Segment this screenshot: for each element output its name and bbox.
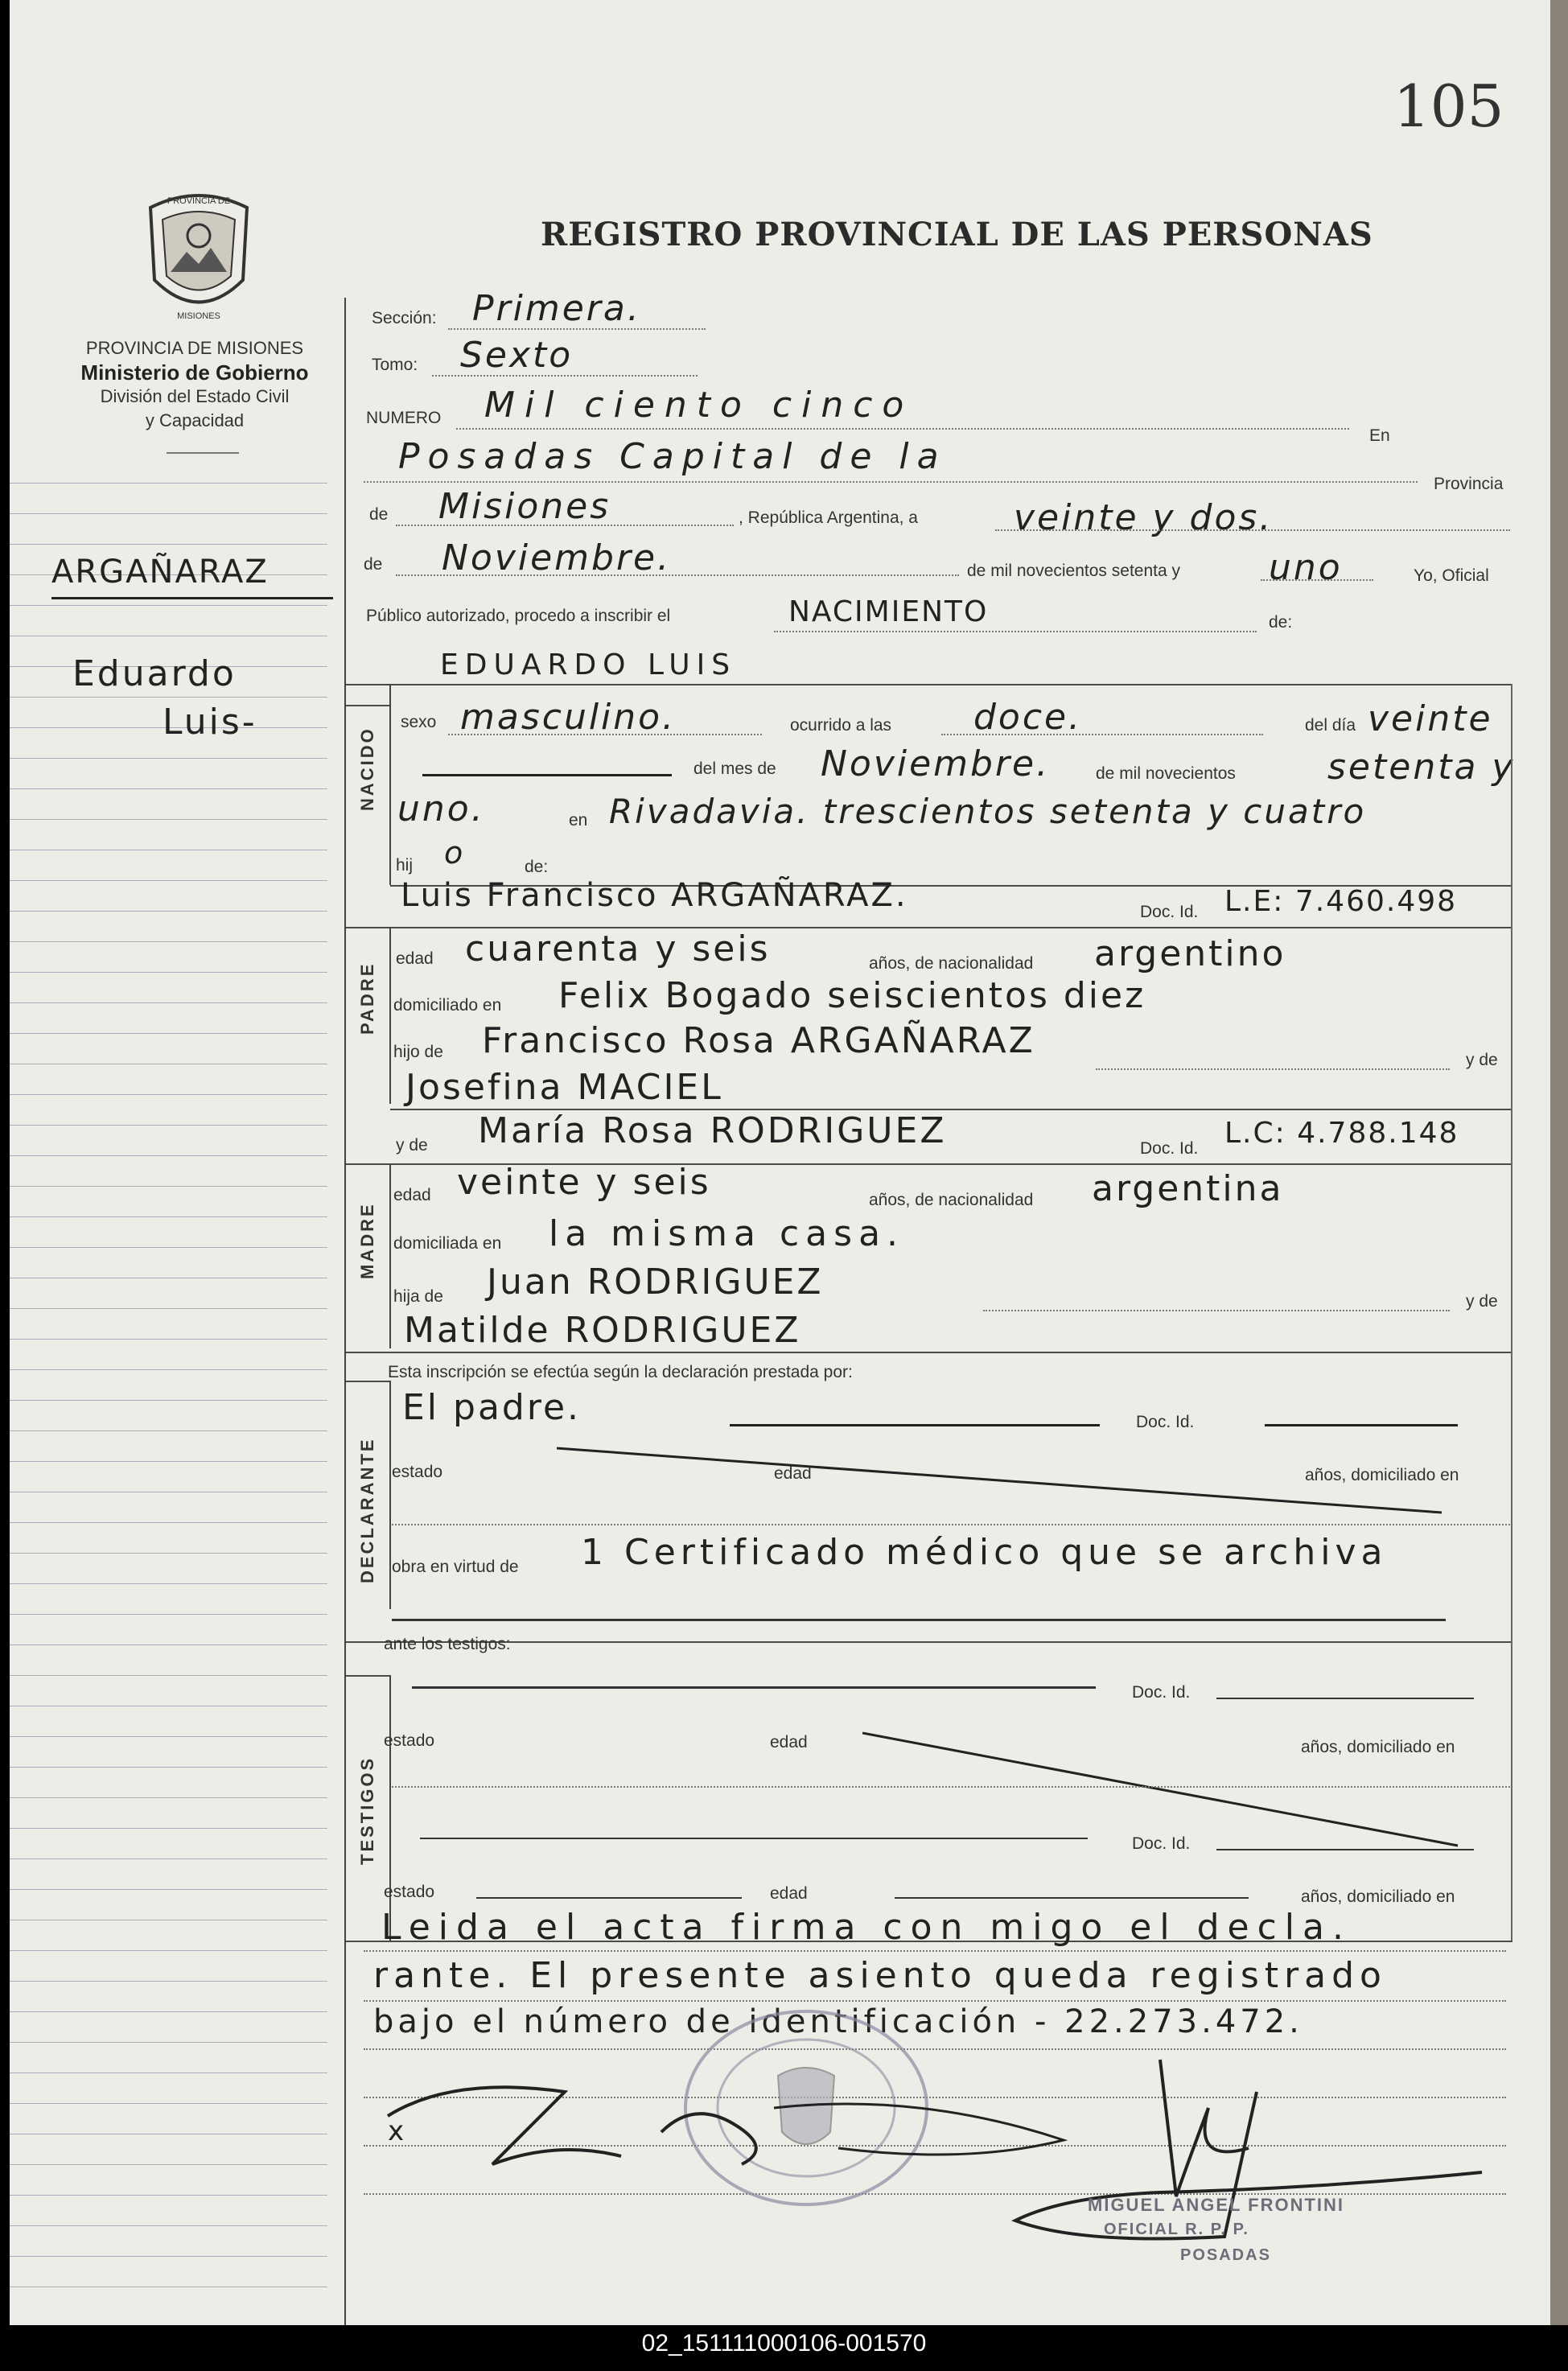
- side-label-nacido: NACIDO: [357, 727, 377, 811]
- agency-line1: PROVINCIA DE MISIONES: [85, 338, 304, 358]
- label-declarante-edad: edad: [774, 1464, 812, 1483]
- padre-hijo-de-2: Josefina MACIEL: [405, 1067, 723, 1108]
- agency-line4: y Capacidad: [145, 410, 245, 430]
- margin-rule-line: [10, 1002, 327, 1003]
- agency-line2: Ministerio de Gobierno: [80, 360, 309, 385]
- value-acto: NACIMIENTO: [788, 595, 989, 628]
- margin-rule-line: [10, 605, 327, 606]
- margin-rule-line: [10, 1614, 327, 1615]
- margin-rule-line: [10, 1828, 327, 1829]
- label-inscripcion: Esta inscripción se efectúa según la declaración prestada por:: [388, 1363, 853, 1381]
- madre-nombre: María Rosa RODRIGUEZ: [478, 1110, 947, 1151]
- margin-rule-line: [10, 1125, 327, 1126]
- label-padre-anos: años, de nacionalidad: [869, 954, 1034, 973]
- margin-rule-line: [10, 788, 327, 789]
- margin-rule-line: [10, 972, 327, 973]
- madre-domicilio: la misma casa.: [549, 1213, 905, 1254]
- seal-top-text: PROVINCIA DE: [167, 196, 231, 206]
- label-padre-edad: edad: [396, 949, 434, 968]
- label-padre-doc: Doc. Id.: [1140, 903, 1199, 921]
- side-label-testigos: TESTIGOS: [357, 1756, 377, 1865]
- value-provincia: Misiones: [438, 486, 611, 527]
- document-page: [10, 0, 1550, 2325]
- margin-rule-line: [10, 941, 327, 942]
- label-de-mil-nov: de mil novecientos: [1096, 764, 1236, 783]
- agency-line3: División del Estado Civil: [100, 386, 290, 406]
- label-madre-domicilio: domiciliada en: [393, 1234, 502, 1253]
- margin-rule-line: [10, 1522, 327, 1523]
- label-republica: , República Argentina, a: [739, 508, 918, 527]
- label-declarante-estado: estado: [392, 1463, 443, 1481]
- label-testigo2-anos: años, domiciliado en: [1301, 1887, 1455, 1906]
- label-madre-y-de-2: y de: [1466, 1292, 1498, 1311]
- label-padre-domicilio: domiciliado en: [393, 996, 502, 1015]
- margin-rule-line: [10, 2011, 327, 2012]
- padre-edad: cuarenta y seis: [465, 928, 771, 969]
- page-number: 105: [1393, 72, 1504, 140]
- margin-rule-line: [10, 1981, 327, 1982]
- margin-rule-line: [10, 1675, 327, 1676]
- nacido-anio-a: setenta y: [1327, 747, 1516, 788]
- margin-surname: ARGAÑARAZ: [51, 554, 269, 591]
- declarante-strike: [557, 1445, 1458, 1517]
- label-en: En: [1369, 426, 1390, 445]
- margin-rule-line: [10, 1339, 327, 1340]
- margin-rule-line: [10, 483, 327, 484]
- nacido-hij-suffix: o: [444, 835, 466, 871]
- nacido-anio-b: uno.: [397, 788, 485, 829]
- cierre-linea-3: bajo el número de identificación - 22.273.472.: [373, 2003, 1303, 2040]
- label-madre-hija: hija de: [393, 1287, 443, 1306]
- label-testigo2-doc: Doc. Id.: [1132, 1834, 1191, 1853]
- label-padre-y-de: y de: [1466, 1051, 1498, 1069]
- nacido-dia: veinte: [1368, 698, 1493, 739]
- label-madre-edad: edad: [393, 1186, 431, 1204]
- coat-of-arms-icon: [138, 183, 259, 328]
- label-madre-anos: años, de nacionalidad: [869, 1191, 1034, 1209]
- value-dia: veinte y dos.: [1014, 497, 1274, 538]
- margin-rule-line: [10, 1583, 327, 1584]
- label-declarante-anos: años, domiciliado en: [1305, 1466, 1459, 1484]
- margin-rule-line: [10, 819, 327, 820]
- label-numero: NUMERO: [366, 409, 442, 427]
- side-label-madre: MADRE: [357, 1202, 377, 1279]
- margin-rule-line: [10, 2256, 327, 2257]
- label-yo-oficial: Yo, Oficial: [1414, 566, 1489, 585]
- side-label-padre: PADRE: [357, 961, 377, 1035]
- padre-nacionalidad: argentino: [1094, 933, 1286, 974]
- margin-given-1: Eduardo: [72, 653, 237, 694]
- cierre-linea-1: Leida el acta firma con migo el decla.: [381, 1907, 1352, 1948]
- label-ocurrido: ocurrido a las: [790, 716, 892, 735]
- label-del-dia: del día: [1305, 716, 1356, 735]
- madre-edad: veinte y seis: [457, 1162, 711, 1203]
- declarante-obra: 1 Certificado médico que se archiva: [581, 1532, 1388, 1573]
- padre-doc: L.E: 7.460.498: [1224, 885, 1458, 918]
- margin-rule-line: [10, 1889, 327, 1890]
- testigos-strike: [862, 1730, 1474, 1850]
- label-testigo2-edad: edad: [770, 1884, 808, 1903]
- value-tomo: Sexto: [460, 335, 574, 376]
- label-sexo: sexo: [401, 713, 437, 731]
- madre-hija-de-1: Juan RODRIGUEZ: [487, 1262, 824, 1303]
- margin-rule-line: [10, 1736, 327, 1737]
- label-declarante-doc: Doc. Id.: [1136, 1413, 1195, 1431]
- margin-rule-line: [10, 544, 327, 545]
- label-tomo: Tomo:: [372, 356, 418, 374]
- margin-rule-line: [10, 2164, 327, 2165]
- agency-block: [42, 336, 348, 433]
- margin-rule-line: [10, 1797, 327, 1798]
- official-stamp-line2: OFICIAL R. P. P.: [1104, 2221, 1249, 2238]
- margin-rule-line: [10, 1430, 327, 1431]
- label-de-1: de: [369, 505, 389, 524]
- label-de-mil: de mil novecientos setenta y: [967, 562, 1180, 580]
- margin-rule-line: [10, 1767, 327, 1768]
- header-title: REGISTRO PROVINCIAL DE LAS PERSONAS: [541, 216, 1373, 253]
- label-padre-hijo: hijo de: [393, 1043, 443, 1061]
- declarante-nombre: El padre.: [402, 1387, 582, 1428]
- nacido-lugar: Rivadavia. trescientos setenta y cuatro: [609, 792, 1367, 831]
- signatures-icon: [356, 2044, 1522, 2269]
- nacido-hora: doce.: [973, 697, 1083, 738]
- label-testigo1-edad: edad: [770, 1733, 808, 1751]
- label-provincia: Provincia: [1434, 475, 1504, 493]
- nacido-mes: Noviembre.: [821, 743, 1051, 784]
- label-testigo1-anos: años, domiciliado en: [1301, 1738, 1455, 1756]
- margin-rule-line: [10, 1216, 327, 1217]
- nacido-sexo: masculino.: [460, 697, 677, 738]
- margin-rule-line: [10, 1644, 327, 1645]
- madre-nacionalidad: argentina: [1092, 1168, 1284, 1209]
- label-de-colon: de:: [1269, 613, 1293, 632]
- svg-text:x: x: [388, 2115, 405, 2147]
- margin-rule-line: [10, 2225, 327, 2226]
- margin-rule-line: [10, 1186, 327, 1187]
- margin-rule-line: [10, 1369, 327, 1370]
- official-stamp-line1: MIGUEL ANGEL FRONTINI: [1088, 2195, 1345, 2215]
- frame-vertical: [344, 298, 346, 2325]
- label-testigo2-estado: estado: [384, 1883, 435, 1901]
- value-lugar: Posadas Capital de la: [398, 436, 947, 477]
- madre-doc: L.C: 4.788.148: [1224, 1117, 1459, 1150]
- book-edge: [1549, 0, 1568, 2325]
- margin-rule-line: [10, 758, 327, 759]
- label-hij: hij: [396, 856, 414, 875]
- label-testigo1-doc: Doc. Id.: [1132, 1683, 1191, 1702]
- label-en-lugar: en: [569, 811, 588, 829]
- margin-given-2: Luis-: [163, 702, 257, 743]
- cierre-linea-2: rante. El presente asiento queda registrado: [373, 1955, 1387, 1996]
- label-madre-doc: Doc. Id.: [1140, 1139, 1199, 1158]
- label-seccion: Sección:: [372, 309, 437, 327]
- margin-rule-line: [10, 1400, 327, 1401]
- seal-bottom-text: MISIONES: [177, 311, 220, 321]
- label-madre-y-de: y de: [396, 1136, 428, 1155]
- label-publico: Público autorizado, procedo a inscribir el: [366, 607, 671, 625]
- margin-rule-line: [10, 2103, 327, 2104]
- label-ante: ante los testigos:: [384, 1635, 511, 1653]
- label-obra: obra en virtud de: [392, 1558, 519, 1576]
- margin-rule-line: [10, 880, 327, 881]
- madre-hija-de-2: Matilde RODRIGUEZ: [404, 1310, 801, 1351]
- value-numero: Mil ciento cinco: [484, 385, 914, 426]
- margin-rule-line: [10, 1553, 327, 1554]
- side-label-declarante: DECLARANTE: [357, 1437, 377, 1583]
- margin-rule-line: [10, 1950, 327, 1951]
- margin-rule-line: [10, 1461, 327, 1462]
- value-seccion: Primera.: [472, 288, 641, 329]
- label-de-2: de: [364, 555, 383, 574]
- margin-rule-line: [10, 1308, 327, 1309]
- padre-domicilio: Felix Bogado seiscientos diez: [558, 975, 1146, 1016]
- value-mes: Noviembre.: [442, 537, 672, 578]
- margin-rule-line: [10, 2195, 327, 2196]
- margin-rule-line: [10, 697, 327, 698]
- margin-rule-line: [10, 513, 327, 514]
- margin-rule-line: [10, 2042, 327, 2043]
- label-del-mes: del mes de: [693, 759, 776, 778]
- value-anio: uno: [1269, 547, 1343, 588]
- label-testigo1-estado: estado: [384, 1731, 435, 1750]
- margin-rule-line: [10, 1247, 327, 1248]
- label-de-padre: de:: [525, 858, 549, 876]
- footer-image-id: 02_151111000106-001570: [641, 2330, 927, 2357]
- nacido-nombre: EDUARDO LUIS: [440, 648, 737, 681]
- margin-rule-line: [10, 911, 327, 912]
- padre-nombre: Luis Francisco ARGAÑARAZ.: [401, 877, 908, 914]
- padre-hijo-de-1: Francisco Rosa ARGAÑARAZ: [482, 1020, 1035, 1061]
- margin-rule-line: [10, 1033, 327, 1034]
- official-stamp-line3: POSADAS: [1180, 2246, 1271, 2264]
- margin-rule-line: [10, 1155, 327, 1156]
- margin-rule-line: [10, 1094, 327, 1095]
